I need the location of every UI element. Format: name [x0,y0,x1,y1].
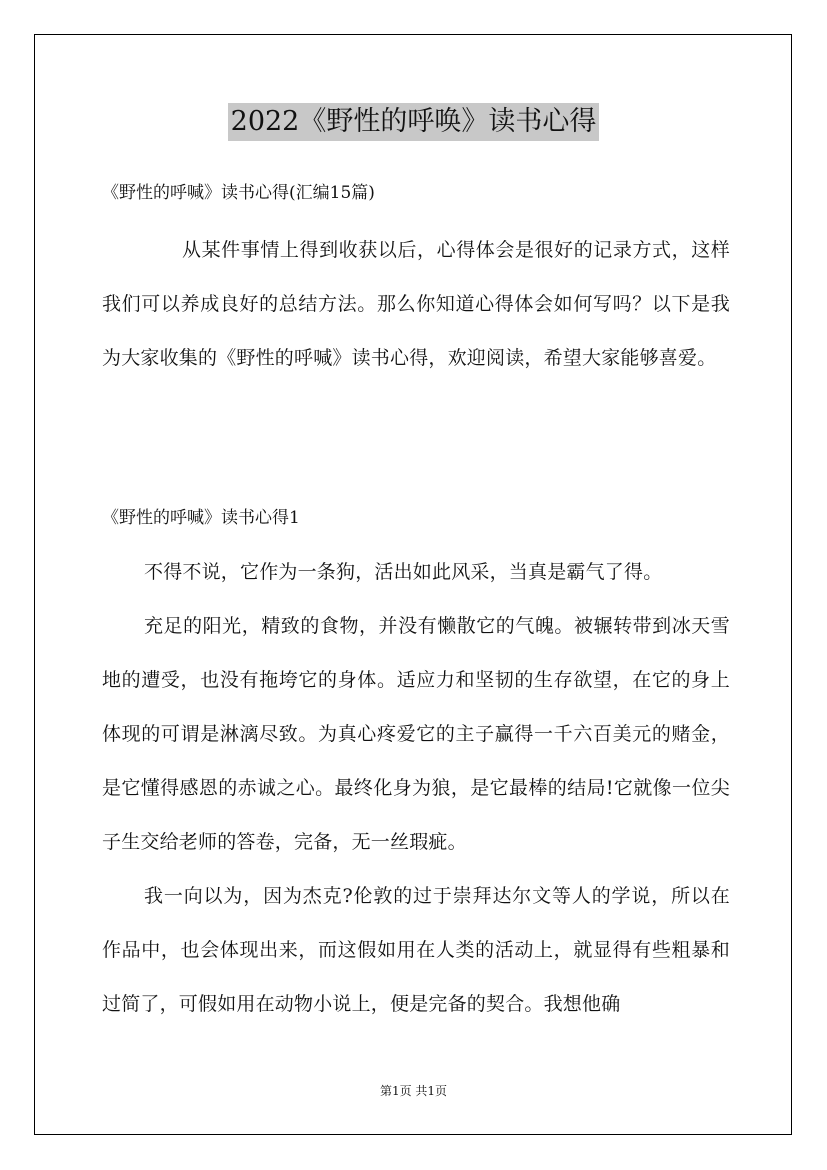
body-paragraph-2: 充足的阳光，精致的食物，并没有懒散它的气魄。被辗转带到冰天雪地的遭受，也没有拖垮它的身体。适应力和坚韧的生存欲望，在它的身上体现的可谓是淋漓尽致。为真心疼爱它的主子赢得一千六百美元的赌金，是它懂得感恩的赤诚之心。最终化身为狼，是它最棒的结局!它就像一位尖子生交给老师的答卷，完备，无一丝瑕疵。 [102,615,730,853]
title-container [0,103,827,141]
document-title: 2022《野性的呼唤》读书心得 [228,103,600,141]
document-subtitle: 《野性的呼喊》读书心得(汇编15篇) [102,183,375,203]
page-footer: 第1页 共1页 [379,1084,448,1098]
section-heading: 《野性的呼喊》读书心得1 [102,508,300,528]
body-paragraph-1: 不得不说，它作为一条狗，活出如此风采，当真是霸气了得。 [144,561,663,583]
intro-paragraph: 从某件事情上得到收获以后，心得体会是很好的记录方式，这样我们可以养成良好的总结方法。那么你知道心得体会如何写吗？以下是我为大家收集的《野性的呼喊》读书心得，欢迎阅读，希望大家能够喜爱。 [102,239,730,369]
body-paragraph-3: 我一向以为，因为杰克?伦敦的过于崇拜达尔文等人的学说，所以在作品中，也会体现出来，而这假如用在人类的活动上，就显得有些粗暴和过简了，可假如用在动物小说上，便是完备的契合。我想他确 [102,885,730,1015]
